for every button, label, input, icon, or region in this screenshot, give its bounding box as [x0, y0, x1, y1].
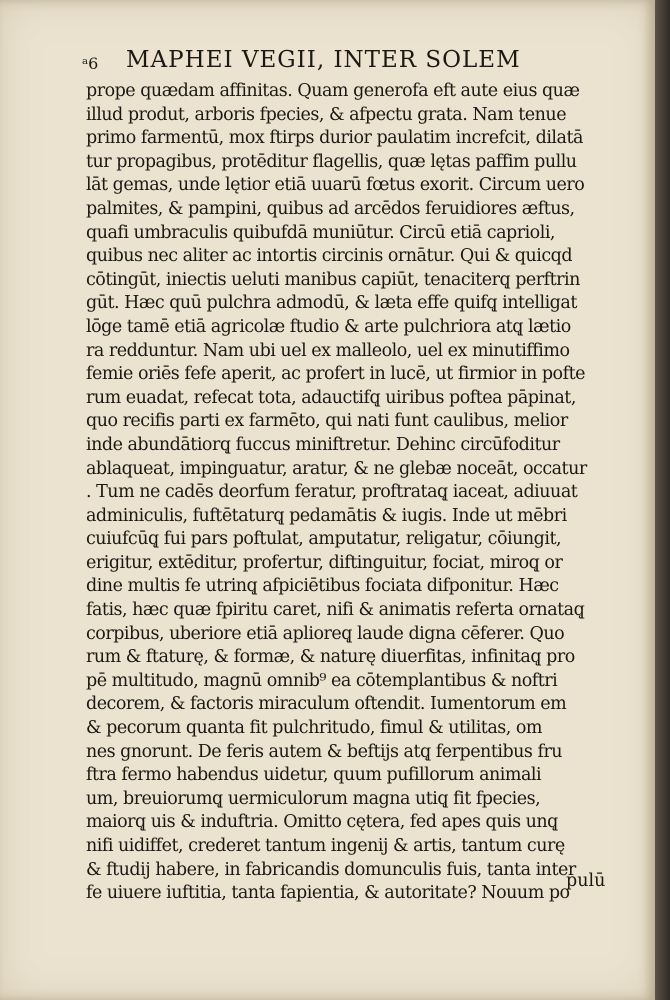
text-line: nes gnorunt. De feris autem & beftijs atq̨ ferpentibus fru	[86, 741, 563, 762]
text-line: primo farmentū, mox ftirps durior paulatim increfcit, dilatā	[86, 128, 583, 149]
text-line: um, breuiorumq̨ uermiculorum magna utiq̨ fit fpecies,	[86, 788, 541, 809]
text-line: tur propagibus, protēditur flagellis, quæ lętas paffim pullu	[86, 151, 577, 172]
page-edge-shadow	[655, 0, 670, 1000]
text-line: nifi uidiffet, crederet tantum ingenij & artis, tantum curę	[86, 836, 565, 856]
text-line: fatis, hæc quæ fpiritu caret, nifi & animatis referta ornataq̨	[86, 600, 585, 621]
text-line: cuiufcūq̨ fui pars poftulat, amputatur, religatur, cōiungit,	[86, 529, 562, 550]
text-line: lōge tamē etiā agricolæ ftudio & arte pulchriora atq̨ lætio	[86, 316, 571, 337]
running-title: MAPHEI VEGII, INTER SOLEM	[126, 47, 521, 73]
text-line: . Tum ne cadēs deorfum feratur, proftrataq̨ iaceat, adiuuat	[86, 482, 578, 503]
text-line: pē multitudo, magnū omnib⁹ ea cōtemplantibus & noftri	[86, 670, 558, 691]
text-line: inde abundātiorq̨ fuccus miniftretur. Dehinc circūfoditur	[86, 434, 560, 455]
text-line: ablaqueat, impinguatur, aratur, & ne glebæ noceāt, occatur	[86, 458, 587, 479]
text-line: rum & ftaturę, & formæ, & naturę diuerfitas, infinitaq̨ pro	[86, 647, 575, 668]
text-line: cōtingūt, iniectis ueluti manibus capiūt, tenaciterq̨ perftrin	[86, 269, 580, 290]
text-line: rum euadat, refecat tota, adauctifq̨ uiribus poftea pāpinat,	[86, 387, 576, 408]
text-block	[86, 80, 616, 906]
catchword: pulū	[566, 871, 606, 891]
text-line: erigitur, extēditur, profertur, diftinguitur, fociat, miroq̨ or	[86, 552, 563, 573]
text-line: & ftudij habere, in fabricandis domunculis fuis, tanta inter	[86, 859, 576, 880]
text-line: quo recifis parti ex farmēto, qui nati funt caulibus, melior	[86, 411, 568, 432]
text-line: adminiculis, fuftētaturq̨ pedamātis & iugis. Inde ut mēbri	[86, 505, 567, 526]
text-line: fe uiuere iuftitia, tanta fapientia, & autoritate? Nouum po	[86, 883, 570, 904]
text-line: corpibus, uberiore etiā aplioreq̨ laude digna cēferer. Quo	[86, 623, 565, 644]
text-line: maiorq̨ uis & induftria. Omitto cętera, fed apes quis unq̨	[86, 812, 558, 833]
text-line: femie oriēs fefe aperit, ac profert in lucē, ut firmior in pofte	[86, 364, 585, 385]
text-line: ftra fermo habendus uidetur, quum pufillorum animali	[86, 765, 542, 786]
text-line: palmites, & pampini, quibus ad arcēdos feruidiores æftus,	[86, 198, 575, 219]
folio-number: ᵃ6	[82, 54, 99, 73]
page-header	[82, 44, 582, 80]
text-line: gūt. Hæc quū pulchra admodū, & læta effe quifq̨ intelligat	[86, 293, 577, 314]
text-line: prope quædam affinitas. Quam generofa eft aute eius quæ	[86, 81, 580, 101]
text-line: quafi umbraculis quibufdā muniūtur. Circū etiā caprioli,	[86, 222, 555, 243]
text-line: & pecorum quanta fit pulchritudo, fimul & utilitas, om	[86, 718, 543, 739]
text-line: decorem, & factoris miraculum oftendit. Iumentorum em	[86, 694, 567, 715]
text-line: quibus nec aliter ac intortis circinis ornātur. Qui & quicqd	[86, 246, 573, 267]
text-line: illud produt, arboris fpecies, & afpectu grata. Nam tenue	[86, 104, 567, 125]
text-line: ra redduntur. Nam ubi uel ex malleolo, uel ex minutiffimo	[86, 340, 570, 361]
text-line: dine multis fe utrinq̨ afpiciētibus fociata difponitur. Hæc	[86, 576, 559, 597]
text-line: lāt gemas, unde lętior etiā uuarū fœtus exorit. Circum uero	[86, 175, 585, 196]
